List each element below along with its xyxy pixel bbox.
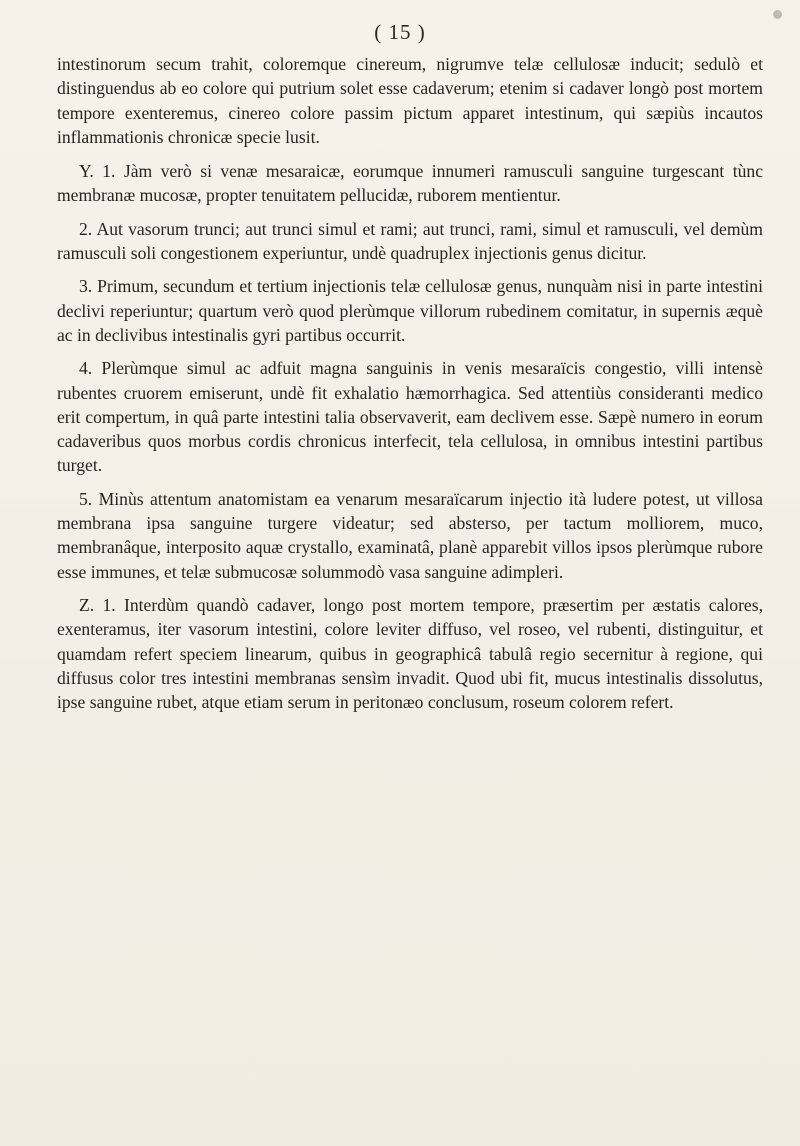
page-text-body: [57, 52, 763, 723]
paragraph-text: Jàm verò si venæ mesaraicæ, eorumque innumeri ramusculi sanguine turgescant tùnc membranæ mucosæ, propter tenuitatem pellucidæ, ruborem mentientur.: [57, 161, 763, 206]
paragraph-text: Interdùm quandò cadaver, longo post mortem tempore, præsertim per æstatis calores, exenteramus, iter vasorum intestini, colore leviter diffuso, vel roseo, vel rubenti, distinguitur, et quamdam refert speciem linearum, quibus in geographicâ tabulâ regio secernitur à regione, qui diffusus color tres intestini membranas sensìm invadit. Quod ubi fit, mucus intestinalis dissolutus, ipse sanguine rubet, atque etiam serum in peritonæo conclusum, roseum colorem refert.: [57, 594, 763, 713]
paragraph-text: Minùs attentum anatomistam ea venarum mesaraïcarum injectio ità ludere potest, ut villosa membrana ipsa sanguine turgere videatur; sed absterso, per tactum molliorem, muco, membranâque, interposito aquæ crystallo, examinatâ, planè apparebit villos ipsos plerùmque rubore esse immunes, et telæ submucosæ solummodò vasa sanguine adimpleri.: [57, 488, 763, 582]
paragraph-text: Plerùmque simul ac adfuit magna sanguinis in venis mesaraïcis congestio, villi intensè rubentes cruorem emiserunt, undè fit exhalatio hæmorrhagica. Sed attentiùs consideranti medico erit compertum, in quâ parte intestini talia observaverit, eam declivem esse. Sæpè numero in eorum cadaveribus quos morbus cordis chronicus interfecit, tela cellulosa, in omnibus intestini partibus turget.: [57, 358, 763, 476]
paragraph-marker: 2.: [79, 218, 93, 239]
paragraph-text: intestinorum secum trahit, coloremque cinereum, nigrumve telæ cellulosæ inducit; sedulò et distinguendus ab eo colore qui putrium solet esse cadaverum; etenim si cadaver longò post mortem tempore exenteremus, cinereo colore passim pictum apparet intestinum, qui sæpiùs incautos inflammationis chronicæ specie lusit.: [57, 54, 763, 147]
paragraph-marker: Z. 1.: [79, 594, 116, 615]
paragraph-y3: [57, 274, 763, 347]
page-number: ( 15 ): [374, 20, 426, 44]
paragraph-text: Aut vasorum trunci; aut trunci simul et rami; aut trunci, rami, simul et ramusculi, vel demùm ramusculi soli congestionem experiuntur, undè quadruplex injectionis genus dicitur.: [57, 218, 763, 264]
paragraph-y4: [57, 356, 763, 477]
paragraph-text: Primum, secundum et tertium injectionis telæ cellulosæ genus, nunquàm nisi in parte intestini declivi reperiuntur; quartum verò quod plerùmque villorum rubedinem comitatur, in supernis æquè ac in declivibus intestinalis gyri partibus occurrit.: [57, 276, 763, 345]
paragraph-marker: 4.: [79, 358, 93, 379]
paragraph-z1: [57, 593, 763, 714]
paragraph-y2: [57, 217, 763, 266]
ink-spot: [773, 10, 782, 19]
paragraph-marker: 3.: [79, 276, 93, 297]
paragraph-marker: 5.: [79, 488, 93, 509]
paragraph-y5: [57, 487, 763, 584]
paragraph-continuation: [57, 52, 763, 149]
paragraph-y1: [57, 159, 763, 208]
paragraph-marker: Y. 1.: [79, 161, 116, 182]
